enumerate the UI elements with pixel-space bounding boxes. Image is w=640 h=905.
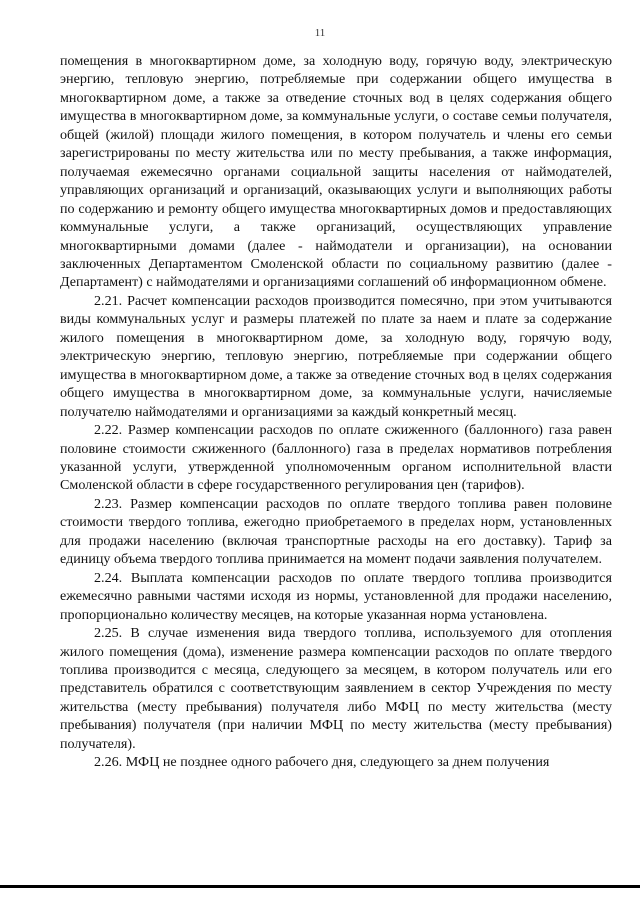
page-bottom-rule: [0, 885, 640, 888]
page-number: 11: [314, 27, 326, 39]
paragraph-2-22: 2.22. Размер компенсации расходов по оплате сжиженного (баллонного) газа равен половине стоимости сжиженного (баллонного) газа в пределах нормативов потребления указанной услуги, утвержденной уполномоченным органом исполнительной власти Смоленской области в сфере государственного регулирования цен (тарифов).: [60, 422, 612, 494]
paragraph-2-24: 2.24. Выплата компенсации расходов по оплате твердого топлива производится ежемесячно равными частями исходя из нормы, установленной для продажи населению, пропорционально количеству месяцев, на которые указанная норма установлена.: [60, 569, 612, 623]
paragraph-continuation: помещения в многоквартирном доме, за холодную воду, горячую воду, электрическую энергию, тепловую энергию, потребляемые при содержании общего имущества в многоквартирном доме, а также за отведение сточных вод в целях содержания общего имущества в многоквартирном доме, за коммунальные услуги, о составе семьи получателя, общей (жилой) площади жилого помещения, в котором получатель и члены его семьи зарегистрированы по месту жительства или по месту пребывания, а также информация, получаемая ежемесячно органами социальной защиты населения от наймодателей, управляющих организаций и организаций, оказывающих услуги и выполняющих работы по содержанию и ремонту общего имущества многоквартирных домов и предоставляющих коммунальные услуги, а также организаций, осуществляющих управление многоквартирными домами (далее - наймодатели и организации), на основании заключенных Департаментом Смоленской области по социальному развитию (далее - Департамент) с наймодателями и организациями соглашений об информационном обмене.: [60, 53, 612, 291]
document-body: [60, 52, 612, 772]
paragraph-2-26: 2.26. МФЦ не позднее одного рабочего дня, следующего за днем получения: [94, 754, 550, 771]
paragraph-2-25: 2.25. В случае изменения вида твердого топлива, используемого для отопления жилого помещения (дома), изменение размера компенсации расходов по оплате твердого топлива производится с месяца, следующего за месяцем, в котором получатель или его представитель обратился с соответствующим заявлением в сектор Учреждения по месту жительства (месту пребывания) получателя либо МФЦ по месту жительства (месту пребывания) получателя (при наличии МФЦ по месту жительства (месту пребывания) получателя).: [60, 625, 612, 752]
paragraph-2-21: 2.21. Расчет компенсации расходов производится помесячно, при этом учитываются виды коммунальных услуг и размеры платежей по плате за наем и плате за содержание жилого помещения в многоквартирном доме, за холодную воду, горячую воду, электрическую энергию, тепловую энергию, потребляемые при содержании общего имущества в многоквартирном доме, а также за отведение сточных вод в целях содержания общего имущества в многоквартирном доме, за коммунальные услуги, начисляемые получателю наймодателями и организациями за каждый конкретный месяц.: [60, 292, 612, 420]
paragraph-2-23: 2.23. Размер компенсации расходов по оплате твердого топлива равен половине стоимости твердого топлива, ежегодно приобретаемого в пределах норм, установленных для продажи населению (включая транспортные расходы на его доставку). Тариф за единицу объема твердого топлива принимается на момент подачи заявления получателем.: [60, 495, 612, 568]
